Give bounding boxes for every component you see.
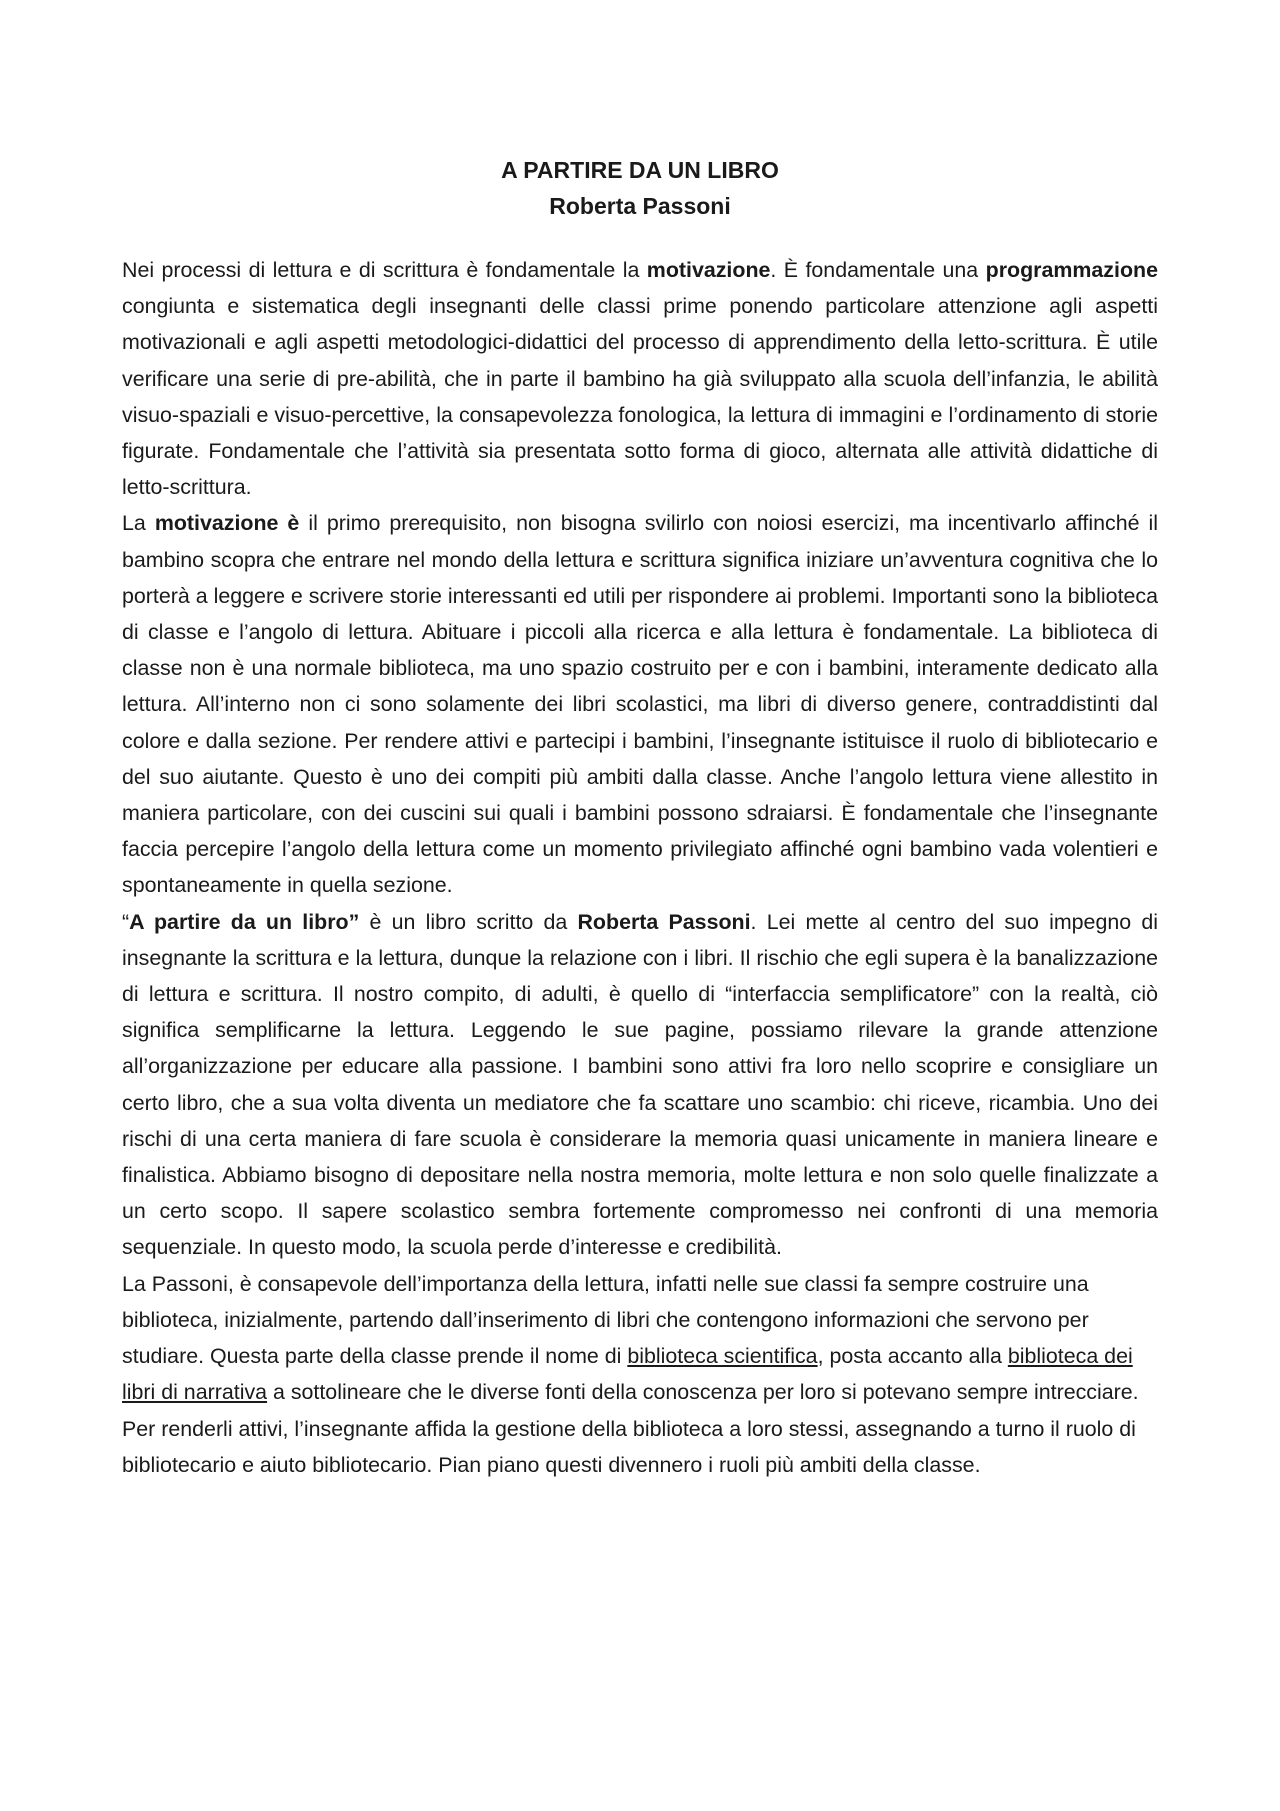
underlined-biblioteca-scientifica: biblioteca scientifica xyxy=(627,1344,818,1369)
bold-author-name: Roberta Passoni xyxy=(577,909,751,934)
text-run: Nei processi di lettura e di scrittura è fondamentale la xyxy=(122,258,647,282)
bold-motivazione: motivazione xyxy=(646,258,771,282)
text-run: è un libro scritto da xyxy=(359,909,578,934)
underlined-biblioteca-narrativa: biblioteca dei libri di narrativa xyxy=(122,1344,1133,1405)
text-run: “ xyxy=(122,909,130,934)
paragraph-2 xyxy=(122,505,1158,903)
paragraph-4 xyxy=(122,1266,1158,1483)
text-run: il primo prerequisito, non bisogna svilirlo con noiosi esercizi, ma incentivarlo affinché il bambino scopra che entrare nel mondo della lettura e scrittura significa iniziare un’avventura cognitiva che lo porterà a leggere e scrivere storie interessanti ed utili per rispondere ai problemi. Importanti sono la biblioteca di classe e l’angolo di lettura. Abituare i piccoli alla ricerca e alla lettura è fondamentale. La biblioteca di classe non è una normale biblioteca, ma uno spazio costruito per e con i bambini, interamente dedicato alla lettura. All’interno non ci sono solamente dei libri scolastici, ma libri di diverso genere, contraddistinti dal colore e dalla sezione. Per rendere attivi e partecipi i bambini, l’insegnante istituisce il ruolo di bibliotecario e del suo aiutante. Questo è uno dei compiti più ambiti dalla classe. Anche l’angolo lettura viene allestito in maniera particolare, con dei cuscini sui quali i bambini possono sdraiarsi. È fondamentale che l’insegnante faccia percepire l’angolo della lettura come un momento privilegiato affinché ogni bambino vada volentieri e spontaneamente in quella sezione. xyxy=(122,511,1159,898)
bold-book-title: A partire da un libro” xyxy=(129,909,360,934)
text-run: . È fondamentale una xyxy=(770,258,986,282)
text-run: congiunta e sistematica degli insegnanti delle classi prime ponendo particolare attenzione agli aspetti motivazionali e agli aspetti metodologici-didattici del processo di apprendimento della letto-scrittura. È utile verificare una serie di pre-abilità, che in parte il bambino ha già sviluppato alla scuola dell’infanzia, le abilità visuo-spaziali e visuo-percettive, la consapevolezza fonologica, la lettura di immagini e l’ordinamento di storie figurate. Fondamentale che l’attività sia presentata sotto forma di gioco, alternata alle attività didattiche di letto-scrittura. xyxy=(122,294,1158,500)
text-run: a sottolineare che le diverse fonti della conoscenza per loro si potevano sempre intrecciare. Per renderli attivi, l’insegnante affida la gestione della biblioteca a loro stessi, assegnando a turno il ruolo di bibliotecario e aiuto bibliotecario. Pian piano questi divennero i ruoli più ambiti della classe. xyxy=(122,1380,1139,1477)
paragraph-3 xyxy=(122,904,1158,1266)
document-body xyxy=(122,252,1158,1483)
document-header xyxy=(0,152,1280,224)
document-title: A PARTIRE DA UN LIBRO xyxy=(501,157,779,183)
bold-motivazione-e: motivazione è xyxy=(154,511,300,536)
paragraph-1 xyxy=(122,252,1158,505)
text-run: , posta accanto alla xyxy=(817,1344,1008,1369)
text-run: . Lei mette al centro del suo impegno di insegnante la scrittura e la lettura, dunque la relazione con i libri. Il rischio che egli supera è la banalizzazione di lettura e scrittura. Il nostro compito, di adulti, è quello di “interfaccia semplificatore” con la realtà, ciò significa semplificarne la lettura. Leggendo le sue pagine, possiamo rilevare la grande attenzione all’organizzazione per educare alla passione. I bambini sono attivi fra loro nello scoprire e consigliare un certo libro, che a sua volta diventa un mediatore che fa scattare uno scambio: chi riceve, ricambia. Uno dei rischi di una certa maniera di fare scuola è considerare la memoria quasi unicamente in maniera lineare e finalistica. Abbiamo bisogno di depositare nella nostra memoria, molte lettura e non solo quelle finalizzate a un certo scopo. Il sapere scolastico sembra fortemente compromesso nei confronti di una memoria sequenziale. In questo modo, la scuola perde d’interesse e credibilità. xyxy=(122,909,1158,1260)
document-author: Roberta Passoni xyxy=(549,193,731,219)
text-run: La xyxy=(122,511,155,536)
bold-programmazione: programmazione xyxy=(985,258,1158,282)
text-run: La Passoni, è consapevole dell’importanza della lettura, infatti nelle sue classi fa sempre costruire una biblioteca, inizialmente, partendo dall’inserimento di libri che contengono informazioni che servono per studiare. Questa parte della classe prende il nome di xyxy=(122,1271,1089,1369)
